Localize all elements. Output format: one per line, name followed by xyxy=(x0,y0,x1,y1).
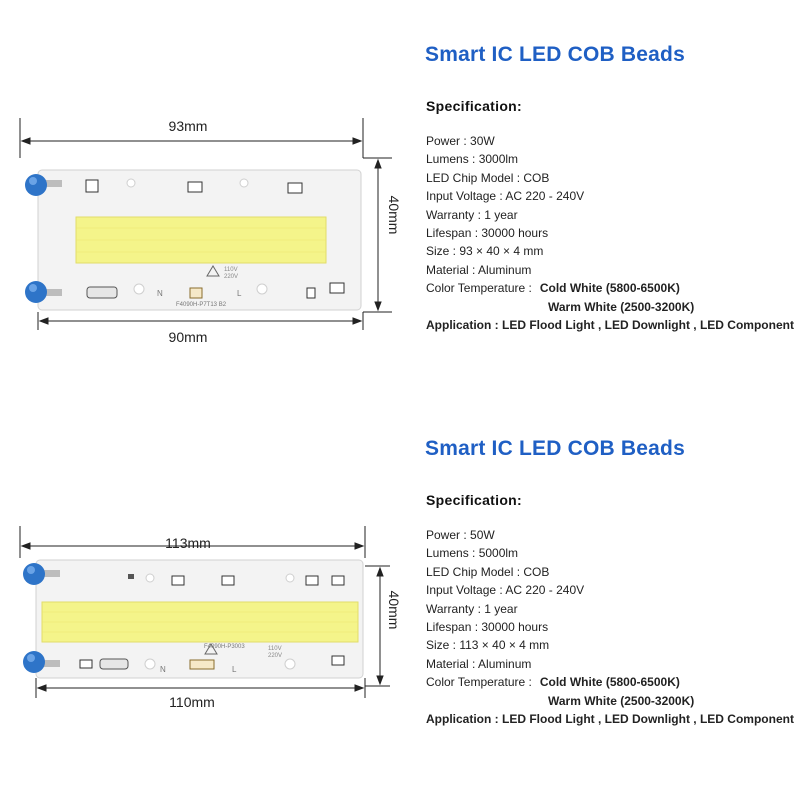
chip-component xyxy=(222,576,234,585)
spec-lifespan: Lifespan : 30000 hours xyxy=(426,619,549,634)
cob-board-diagram xyxy=(0,0,420,394)
resistor-component xyxy=(190,288,202,298)
spec-lumens: Lumens : 3000lm xyxy=(426,152,519,167)
voltage-label-a: 110V xyxy=(268,646,282,652)
cob-board xyxy=(23,560,363,678)
rectifier-component xyxy=(100,659,128,669)
spec-input-voltage: Input Voltage : AC 220 - 240V xyxy=(426,583,585,598)
chip-component xyxy=(330,283,344,293)
color-temp-cold: Cold White (5800-6500K) xyxy=(539,281,680,296)
chip-component xyxy=(307,288,315,298)
height-label: 40mm xyxy=(386,590,402,630)
spec-heading: Specification: xyxy=(426,98,522,114)
pad-n-label: N xyxy=(160,665,166,674)
spec-application: Application : LED Flood Light , LED Downlight , LED Component xyxy=(426,711,794,726)
chip-component xyxy=(332,576,344,585)
product-panel-30w xyxy=(0,0,800,394)
cob-board xyxy=(25,170,361,310)
spec-input-voltage: Input Voltage : AC 220 - 240V xyxy=(426,189,585,204)
color-temp-label: Color Temperature : xyxy=(426,281,532,296)
product-panel-50w xyxy=(0,394,800,788)
bottom-width-label: 110mm xyxy=(169,694,215,710)
board-model-text: F4090H-P7T13 B2 xyxy=(176,302,227,308)
spec-warranty: Warranty : 1 year xyxy=(426,601,518,616)
spec-color-temperature xyxy=(426,673,794,691)
spec-chip-model: LED Chip Model : COB xyxy=(426,564,550,579)
bottom-width-dimension xyxy=(38,312,363,330)
resistor-component xyxy=(190,660,214,669)
height-dimension xyxy=(363,158,392,312)
spec-warranty: Warranty : 1 year xyxy=(426,207,518,222)
spec-lifespan: Lifespan : 30000 hours xyxy=(426,225,549,240)
rectifier-component xyxy=(87,287,117,298)
pad-l-label: L xyxy=(232,665,237,674)
top-width-label: 93mm xyxy=(168,118,208,134)
spec-list xyxy=(426,132,794,334)
pad-l-label: L xyxy=(237,289,242,298)
board-model-text: F4090H-P3003 xyxy=(204,644,245,650)
chip-component xyxy=(332,656,344,665)
height-label: 40mm xyxy=(386,195,402,235)
chip-component xyxy=(172,576,184,585)
spec-list xyxy=(426,526,794,728)
chip-component xyxy=(288,183,302,193)
spec-material: Material : Aluminum xyxy=(426,262,532,277)
product-title: Smart IC LED COB Beads xyxy=(425,43,685,66)
chip-component xyxy=(306,576,318,585)
spec-color-temperature xyxy=(426,279,794,297)
color-temp-cold: Cold White (5800-6500K) xyxy=(539,675,680,690)
spec-size: Size : 93 × 40 × 4 mm xyxy=(426,244,544,259)
spec-size: Size : 113 × 40 × 4 mm xyxy=(426,638,550,653)
spec-chip-model: LED Chip Model : COB xyxy=(426,170,550,185)
chip-component xyxy=(188,182,202,192)
chip-component xyxy=(128,574,134,579)
voltage-label-a: 110V xyxy=(224,267,238,273)
bottom-width-label: 90mm xyxy=(168,329,208,345)
pad-n-label: N xyxy=(157,289,163,298)
cob-board-diagram xyxy=(0,394,420,788)
chip-component xyxy=(80,660,92,668)
spec-power: Power : 30W xyxy=(426,134,495,148)
top-width-label: 113mm xyxy=(165,535,211,551)
spec-application: Application : LED Flood Light , LED Downlight , LED Component xyxy=(426,317,794,332)
voltage-label-b: 220V xyxy=(268,653,283,659)
color-temp-warm: Warm White (2500-3200K) xyxy=(548,693,695,708)
spec-heading: Specification: xyxy=(426,492,522,508)
chip-component xyxy=(86,180,98,192)
color-temp-warm: Warm White (2500-3200K) xyxy=(548,299,695,314)
spec-power: Power : 50W xyxy=(426,528,495,542)
product-title: Smart IC LED COB Beads xyxy=(425,437,685,460)
spec-material: Material : Aluminum xyxy=(426,656,532,671)
voltage-label-b: 220V xyxy=(224,274,239,280)
color-temp-label: Color Temperature : xyxy=(426,675,532,690)
spec-lumens: Lumens : 5000lm xyxy=(426,546,519,561)
